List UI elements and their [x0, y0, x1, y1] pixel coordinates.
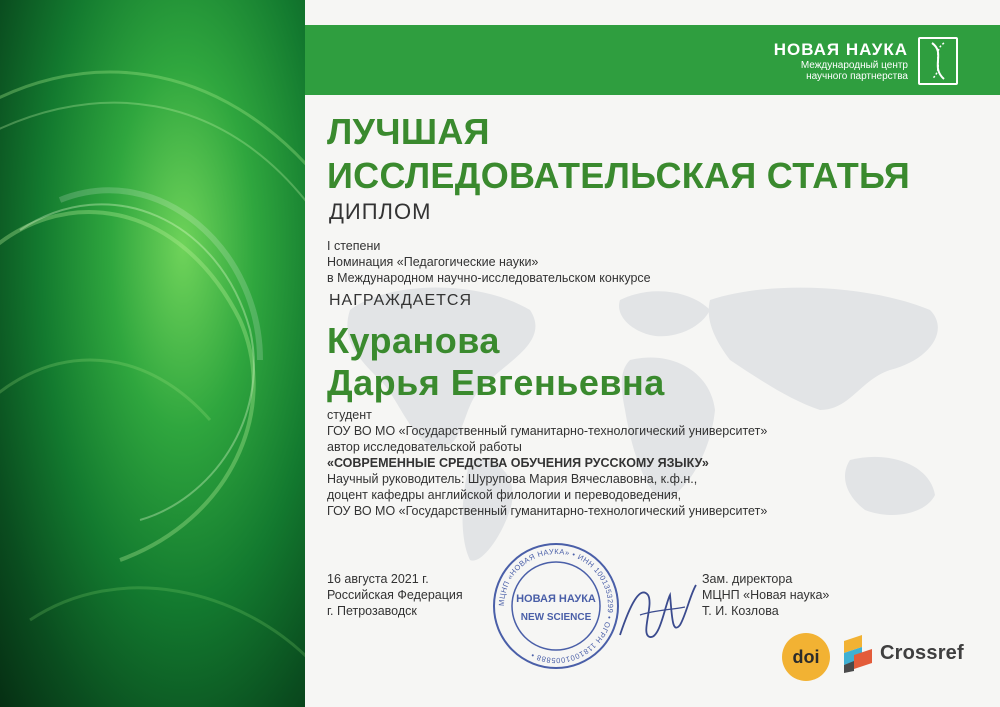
degree-text: I степени: [327, 239, 381, 253]
crossref-name: Crossref: [880, 641, 964, 664]
crossref-mark-icon: [842, 633, 874, 673]
recipient-given-names: Дарья Евгеньевна: [327, 362, 665, 403]
recipient-name: [327, 320, 665, 404]
supervisor-line-3: ГОУ ВО МО «Государственный гуманитарно-технологический университет»: [327, 504, 768, 518]
dna-icon: [918, 37, 958, 85]
document-type: ДИПЛОМ: [329, 199, 432, 224]
brand-subtitle-1: Международный центр: [800, 60, 908, 71]
title-line-2: ИССЛЕДОВАТЕЛЬСКАЯ СТАТЬЯ: [327, 155, 910, 196]
work-label: автор исследовательской работы: [327, 440, 522, 454]
issue-city: г. Петрозаводск: [327, 604, 417, 618]
university-text: ГОУ ВО МО «Государственный гуманитарно-технологический университет»: [327, 424, 768, 438]
recipient-details: [327, 407, 767, 519]
crossref-logo: [842, 633, 964, 673]
supervisor-line-2: доцент кафедры английской филологии и переводоведения,: [327, 488, 682, 502]
brand-name: НОВАЯ НАУКА: [773, 40, 908, 59]
brand-subtitle-2: научного партнерства: [806, 71, 908, 82]
recipient-surname: Куранова: [327, 320, 500, 361]
stamp-center-bottom: NEW SCIENCE: [520, 612, 592, 623]
supervisor-line-1: Научный руководитель: Шурупова Мария Вячеславовна, к.ф.н.,: [327, 472, 698, 486]
title-line-1: ЛУЧШАЯ: [327, 111, 490, 152]
nomination-text: Номинация «Педагогические науки»: [327, 255, 539, 269]
issue-date: 16 августа 2021 г.: [327, 572, 429, 586]
contest-text: в Международном научно-исследовательском конкурсе: [327, 271, 651, 285]
header-band: [305, 25, 1000, 95]
signature: [610, 565, 700, 650]
brand-logo: [774, 37, 958, 85]
issue-country: Российская Федерация: [327, 588, 463, 602]
certificate-title: [327, 110, 910, 198]
signatory-name: Т. И. Козлова: [702, 604, 779, 618]
stamp-ring-text: МЦНП «НОВАЯ НАУКА» • ИНН 1001353299 • ОГРН 1181001005888 •: [496, 546, 616, 666]
signatory-position: Зам. директора: [702, 572, 793, 586]
signatory-org: МЦНП «Новая наука»: [702, 588, 830, 602]
awarded-label: НАГРАЖДАЕТСЯ: [329, 292, 472, 309]
decorative-green-panel: [0, 0, 305, 707]
role-text: студент: [327, 408, 372, 422]
signatory-info: [702, 571, 829, 619]
svg-text:МЦНП «НОВАЯ НАУКА» • ИНН 10013: [497, 547, 615, 665]
official-stamp: [490, 540, 622, 672]
stamp-center-top: НОВАЯ НАУКА: [516, 593, 596, 605]
doi-logo: doi: [782, 633, 830, 681]
swirl-graphic: [0, 0, 305, 707]
issue-info: [327, 571, 463, 619]
work-title: «СОВРЕМЕННЫЕ СРЕДСТВА ОБУЧЕНИЯ РУССКОМУ ЯЗЫКУ»: [327, 456, 709, 470]
